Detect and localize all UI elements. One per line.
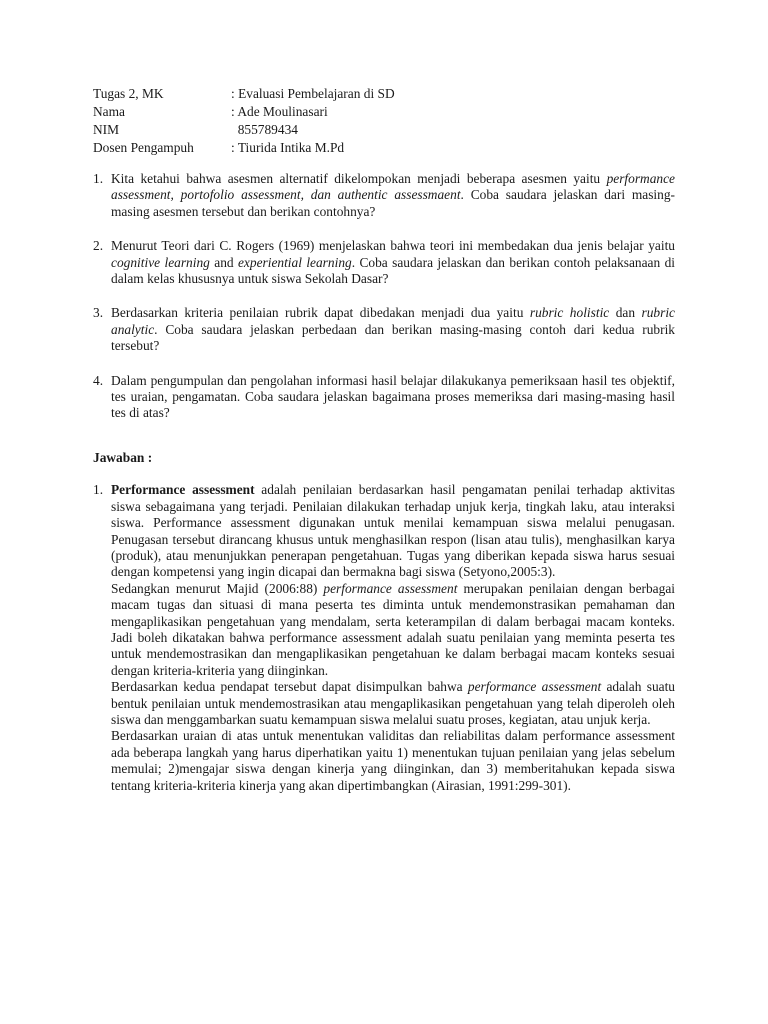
question-item xyxy=(93,305,675,354)
question-text-run: performance assessment, portofolio assessment, dan authentic assessmaent xyxy=(111,171,675,203)
answer-paragraph xyxy=(111,581,675,679)
question-text-run: Berdasarkan kriteria penilaian rubrik dapat dibedakan menjadi dua yaitu xyxy=(111,305,530,321)
answer-text-run: adalah penilaian berdasarkan hasil pengamatan penilai terhadap aktivitas siswa sebagaimana yang terjadi. Penilaian dilakukan terhadap unjuk kerja, tingkah laku, atau interaksi siswa. Performance assessment digunakan untuk menilai kemampuan siswa melalui penugasan. Penugasan tersebut dirancang khusus untuk menghasilkan respon (lisan atau tulis), menghasilkan karya (produk), atau menunjukkan penerapan pengetahuan. Tugas yang diberikan kepada siswa harus sesuai dengan kompetensi yang ingin dicapai dan bermakna bagi siswa (Setyono,2005:3). xyxy=(111,482,676,580)
header-row xyxy=(93,140,675,158)
header-value: : Ade Moulinasari xyxy=(231,104,328,119)
question-text-run: . Coba saudara jelaskan perbedaan dan berikan masing-masing contoh dari kedua rubrik tersebut? xyxy=(111,321,675,354)
answer-text-run: adalah suatu bentuk penilaian untuk mendemostrasikan atau mengaplikasikan pengetahuan yang telah diperoleh oleh siswa dan menggambarkan suatu kemampuan siswa melalui suatu proses, kegiatan, atau unjuk kerja. xyxy=(111,679,675,727)
header-value: 855789434 xyxy=(231,122,298,137)
header-label: Nama xyxy=(93,104,125,119)
question-text-run: and xyxy=(209,254,238,270)
answer-item xyxy=(93,482,675,794)
answer-paragraph xyxy=(111,728,675,794)
question-text xyxy=(111,373,675,422)
question-text-run: Dalam pengumpulan dan pengolahan informasi hasil belajar dilakukanya pemeriksaan hasil tes objektif, tes uraian, pengamatan. Coba saudara jelaskan bagaimana proses memeriksa dari masing-masing hasil tes di atas? xyxy=(111,372,675,421)
question-item xyxy=(93,238,675,287)
answer-text-run: Performance assessment xyxy=(111,482,255,498)
header-label: Tugas 2, MK xyxy=(93,86,164,101)
answer-text-run: performance assessment xyxy=(467,679,602,695)
question-text-run: cognitive learning xyxy=(111,254,210,270)
question-text xyxy=(111,305,675,354)
header-value: : Tiurida Intika M.Pd xyxy=(231,140,345,155)
header-value: : Evaluasi Pembelajaran di SD xyxy=(231,86,395,101)
answer-number: 1. xyxy=(93,482,104,498)
question-text-run: dan xyxy=(609,305,642,321)
question-item xyxy=(93,171,675,220)
answer-text-run: merupakan penilaian dengan berbagai macam tugas dan situasi di mana peserta tes diminta untuk mendemonstrasikan pemahaman dan mengaplikasikan pengetahuan yang mendalam, serta keterampilan di dalam berbagai macam konteks. Jadi boleh dikatakan bahwa performance assessment adalah suatu penilaian yang meminta peserta tes untuk mendemostrasikan dan mengaplikasikan pengetahuan ke dalam berbagai macam konteks sesuai dengan kriteria-kriteria yang diinginkan. xyxy=(111,580,675,678)
question-text-run: . Coba saudara jelaskan dari masing-masing asesmen tersebut dan berikan contohnya? xyxy=(111,187,676,219)
header-row xyxy=(93,104,675,122)
question-number: 4. xyxy=(93,372,104,388)
header-label: Dosen Pengampuh xyxy=(93,140,194,155)
question-text-run: Menurut Teori dari C. Rogers (1969) menjelaskan bahwa teori ini membedakan dua jenis belajar yaitu xyxy=(111,238,675,254)
question-text-run: rubric analytic xyxy=(111,305,675,337)
answer-text-run: Sedangkan menurut Majid (2006:88) xyxy=(111,580,324,596)
question-text-run: experiential learning xyxy=(237,254,352,270)
answer-paragraph xyxy=(111,482,675,580)
answer-text-run: Berdasarkan kedua pendapat tersebut dapat disimpulkan bahwa xyxy=(111,679,468,695)
question-list xyxy=(93,171,675,422)
question-number: 3. xyxy=(93,305,104,321)
header-row xyxy=(93,122,675,140)
header-label: NIM xyxy=(93,122,120,137)
question-item xyxy=(93,373,675,422)
question-text-run: . Coba saudara jelaskan dan berikan contoh pelaksanaan di dalam kelas khususnya untuk siswa Sekolah Dasar? xyxy=(111,254,676,287)
answer-paragraph xyxy=(111,679,675,728)
document-page xyxy=(93,86,675,794)
answer-text xyxy=(111,482,675,794)
question-number: 1. xyxy=(93,171,104,186)
question-text xyxy=(111,171,675,220)
answer-text-run: performance assessment xyxy=(323,580,458,596)
answers-heading: Jawaban : xyxy=(93,449,153,465)
question-number: 2. xyxy=(93,238,104,254)
assignment-header xyxy=(93,86,675,158)
answer-text-run: Berdasarkan uraian di atas untuk menentukan validitas dan reliabilitas dalam performance assessment ada beberapa langkah yang harus diperhatikan yaitu 1) menentukan tujuan penilaian yang jelas sebelum memulai; 2)mengajar siswa dengan kinerja yang diinginkan, dan 3) memberitahukan kepada siswa tentang kriteria-kriteria kinerja yang akan dipertimbangkan (Airasian, 1991:299-301). xyxy=(111,728,675,793)
header-row xyxy=(93,86,675,104)
question-text-run: rubric holistic xyxy=(529,305,610,321)
question-text-run: Kita ketahui bahwa asesmen alternatif dikelompokan menjadi beberapa asesmen yaitu xyxy=(111,171,607,186)
question-text xyxy=(111,238,675,287)
